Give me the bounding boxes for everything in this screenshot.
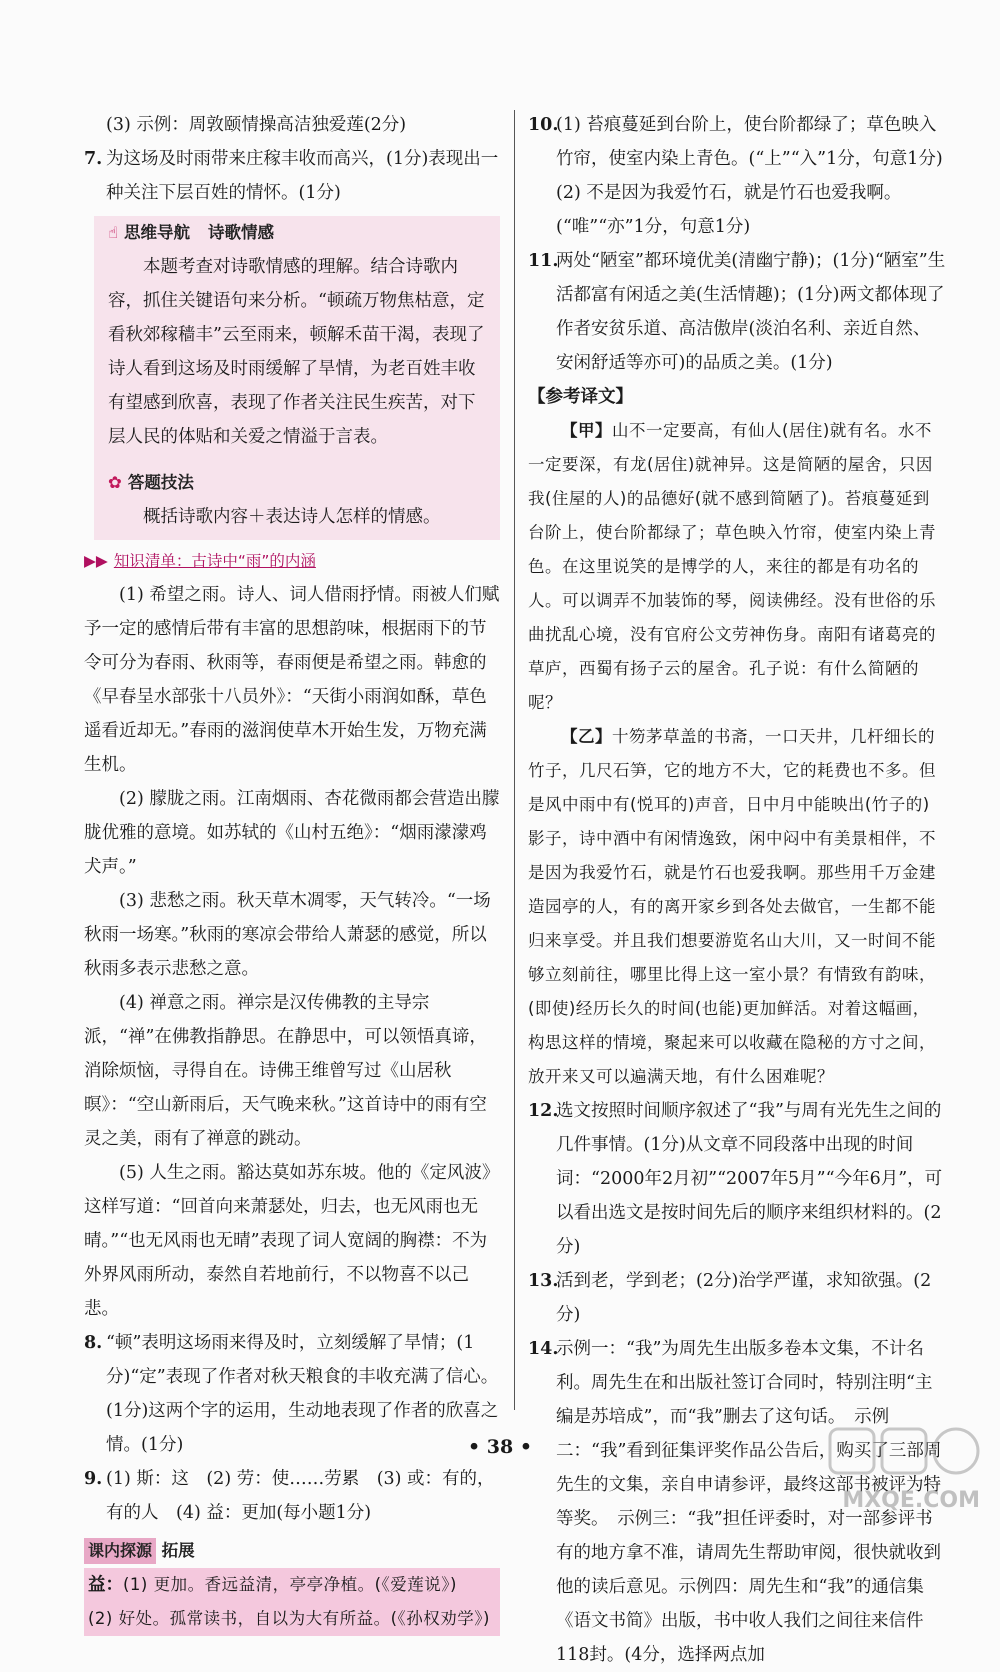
question-number: 13.: [528, 1271, 559, 1291]
question-number: 10.: [528, 115, 559, 135]
answer-10-1: (1) 苔痕蔓延到台阶上，使台阶都绿了；草色映入竹帘，使室内染上青色。(“上”“入”1分，句意1分): [556, 115, 943, 169]
translation-text: 山不一定要高，有仙人(居住)就有名。水不一定要深，有龙(居住)就神异。这是简陋的屋舍，只因我(住屋的人)的品德好(就不感到简陋了)。苔痕蔓延到台阶上，使台阶都绿了；草色映入竹帘，使室内染上青色。在这里说笑的是博学的人，来往的都是有功名的人。可以调弄不加装饰的琴，阅读佛经。没有世俗的乐曲扰乱心境，没有官府公文劳神伤身。南阳有诸葛亮的草庐，西蜀有扬子云的屋舍。孔子说：有什么简陋的呢？: [528, 421, 936, 712]
flower-icon: ✿: [108, 473, 122, 492]
question-number: 7.: [84, 149, 103, 169]
watermark-text: MXQE.COM: [842, 1488, 980, 1513]
heading-title: 答题技法: [127, 473, 194, 492]
question-number: 12.: [528, 1101, 559, 1121]
answer-7: [84, 142, 500, 210]
translation-text: 十笏茅草盖的书斋，一口天井，几杆细长的竹子，几尺石笋，它的地方不大，它的耗费也不多。但是风中雨中有(悦耳的)声音，日中月中能映出(竹子的)影子，诗中酒中有闲情逸致，闲中闷中有美景相伴，不是因为我爱竹石，就是竹石也爱我啊。那些用千万金建造园亭的人，有的离开家乡到各处去做官，一生都不能归来享受。并且我们想要游览名山大川，又一时间不能够立刻前往，哪里比得上这一室小景？有情致有韵味，(即使)经历长久的时间(也能)更加鲜活。对着这幅画，构思这样的情境，聚起来可以收藏在隐秘的方寸之间，放开来又可以遍满天地，有什么困难呢？: [528, 727, 936, 1086]
rain-item-2: (2) 朦胧之雨。江南烟雨、杏花微雨都会营造出朦胧优雅的意境。如苏轼的《山村五绝》：“烟雨濛濛鸡犬声。”: [84, 789, 500, 877]
answer-text: (1) 斯：这 (2) 劳：使……劳累 (3) 或：有的，有的人 (4) 益：更加(每小题1分): [106, 1469, 495, 1523]
answer-6-3: (3) 示例：周敦颐情操高洁独爱莲(2分): [106, 115, 407, 135]
translation-label: 【乙】: [561, 727, 612, 746]
heading-title: 思维导航: [124, 223, 191, 242]
thinking-navigation-box: [94, 216, 500, 540]
explore-label: 益：: [88, 1575, 123, 1595]
page-number: • 38 •: [468, 1436, 532, 1458]
answer-text: “顿”表明这场雨来得及时，立刻缓解了旱情；(1分)“定”表现了作者对秋天粮食的丰收充满了信心。(1分)这两个字的运用，生动地表现了作者的欣喜之情。(1分): [106, 1333, 499, 1455]
question-number: 9.: [84, 1469, 103, 1489]
rain-item-1: (1) 希望之雨。诗人、词人借雨抒情。雨被人们赋予一定的感情后带有丰富的思想韵味，根据雨下的节令可分为春雨、秋雨等，春雨便是希望之雨。韩愈的《早春呈水部张十八员外》：“天街小雨润如酥，草色遥看近却无。”春雨的滋润使草木开始生发，万物充满生机。: [84, 585, 500, 775]
double-arrow-icon: ▶▶: [84, 552, 108, 570]
rain-item-3: (3) 悲愁之雨。秋天草木凋零，天气转冷。“一场秋雨一场寒。”秋雨的寒凉会带给人萧瑟的感觉，所以秋雨多表示悲愁之意。: [84, 891, 491, 979]
answer-10-2: (2) 不是因为我爱竹石，就是竹石也爱我啊。(“唯”“亦”1分，句意1分): [556, 183, 902, 237]
watermark-badge-icon: [826, 1421, 986, 1491]
answer-text: 为这场及时雨带来庄稼丰收而高兴，(1分)表现出一种关注下层百姓的情怀。(1分): [106, 149, 499, 203]
thinking-navigation-body: 本题考查对诗歌情感的理解。结合诗歌内容，抓住关键语句来分析。“顿疏万物焦枯意，定看秋郊稼穑丰”云至雨来，顿解禾苗干渴，表现了诗人看到这场及时雨缓解了旱情，为老百姓丰收有望感到欣喜，表现了作者关注民生疾苦，对下层人民的体贴和关爱之情溢于言表。: [108, 257, 485, 447]
answer-text: 示例一：“我”为周先生出版多卷本文集，不计名利。周先生在和出版社签订合同时，特别注明“主编是苏培成”，而“我”删去了这句话。 示例二：“我”看到征集评奖作品公告后，购买了三部周先生的文集，亲自申请参评，最终这部书被评为特等奖。 示例三：“我”担任评委时，对一部参评书有的地方拿不准，请周先生帮助审阅，很快就收到他的读后意见。示例四：周先生和“我”的通信集《语文书简》出版，书中收人我们之间往来信件118封。(4分，选择两点加: [556, 1339, 942, 1665]
explore-extra: 拓展: [161, 1541, 195, 1560]
thinking-navigation-heading: [108, 216, 486, 250]
answer-12: [528, 1094, 946, 1264]
left-column: [84, 108, 500, 1636]
translation-jia: [528, 414, 946, 720]
explore-heading: [84, 1534, 500, 1568]
answer-text: 两处“陋室”都环境优美(清幽宁静)；(1分)“陋室”生活都富有闲适之美(生活情趣)；(1分)两文都体现了作者安贫乐道、高洁傲岸(淡泊名利、亲近自然、安闲舒适等亦可)的品质之美。(1分): [556, 251, 946, 373]
technique-body: 概括诗歌内容＋表达诗人怎样的情感。: [143, 507, 441, 527]
explore-text: (1) 更加。香远益清，亭亭净植。(《爱莲说》): [123, 1575, 457, 1594]
rain-item-4: (4) 禅意之雨。禅宗是汉传佛教的主导宗派，“禅”在佛教指静思。在静思中，可以领悟真谛，消除烦恼，寻得自在。诗佛王维曾写过《山居秋暝》：“空山新雨后，天气晚来秋。”这首诗中的雨有空灵之美，雨有了禅意的跳动。: [84, 993, 487, 1149]
answer-text: 选文按照时间顺序叙述了“我”与周有光先生之间的几件事情。(1分)从文章不同段落中出现的时间词：“2000年2月初”“2007年5月”“今年6月”，可以看出选文是按时间先后的顺序来组织材料的。(2分): [556, 1101, 943, 1257]
knowledge-title: 知识清单：古诗中“雨”的内涵: [113, 552, 316, 570]
answer-10: [528, 108, 946, 244]
translation-label: 【甲】: [561, 421, 612, 440]
answer-9: [84, 1462, 500, 1530]
explore-line-1: [84, 1568, 500, 1602]
heading-subtitle: 诗歌情感: [208, 223, 275, 242]
answer-13: [528, 1264, 946, 1332]
watermark-logo: [826, 1421, 986, 1517]
question-number: 8.: [84, 1333, 103, 1353]
translation-yi: [528, 720, 946, 1094]
explore-line-2: (2) 好处。孤常读书，自以为大有所益。(《孙权劝学》): [84, 1602, 500, 1636]
question-number: 14.: [528, 1339, 559, 1359]
question-number: 11.: [528, 251, 559, 271]
reference-translation-title: 【参考译文】: [528, 387, 633, 407]
answer-text: 活到老，学到老；(2分)治学严谨，求知欲强。(2分): [556, 1271, 932, 1325]
explore-tag: 课内探源: [84, 1538, 156, 1564]
technique-heading: [108, 466, 486, 500]
pointing-hand-icon: ☝: [108, 223, 119, 242]
column-divider: [514, 110, 515, 1410]
knowledge-heading: [84, 544, 500, 578]
answer-11: [528, 244, 946, 380]
rain-item-5: (5) 人生之雨。豁达莫如苏东坡。他的《定风波》这样写道：“回首向来萧瑟处，归去，也无风雨也无晴。”“也无风雨也无晴”表现了词人宽阔的胸襟：不为外界风雨所动，泰然自若地前行，不以物喜不以己悲。: [84, 1163, 500, 1319]
